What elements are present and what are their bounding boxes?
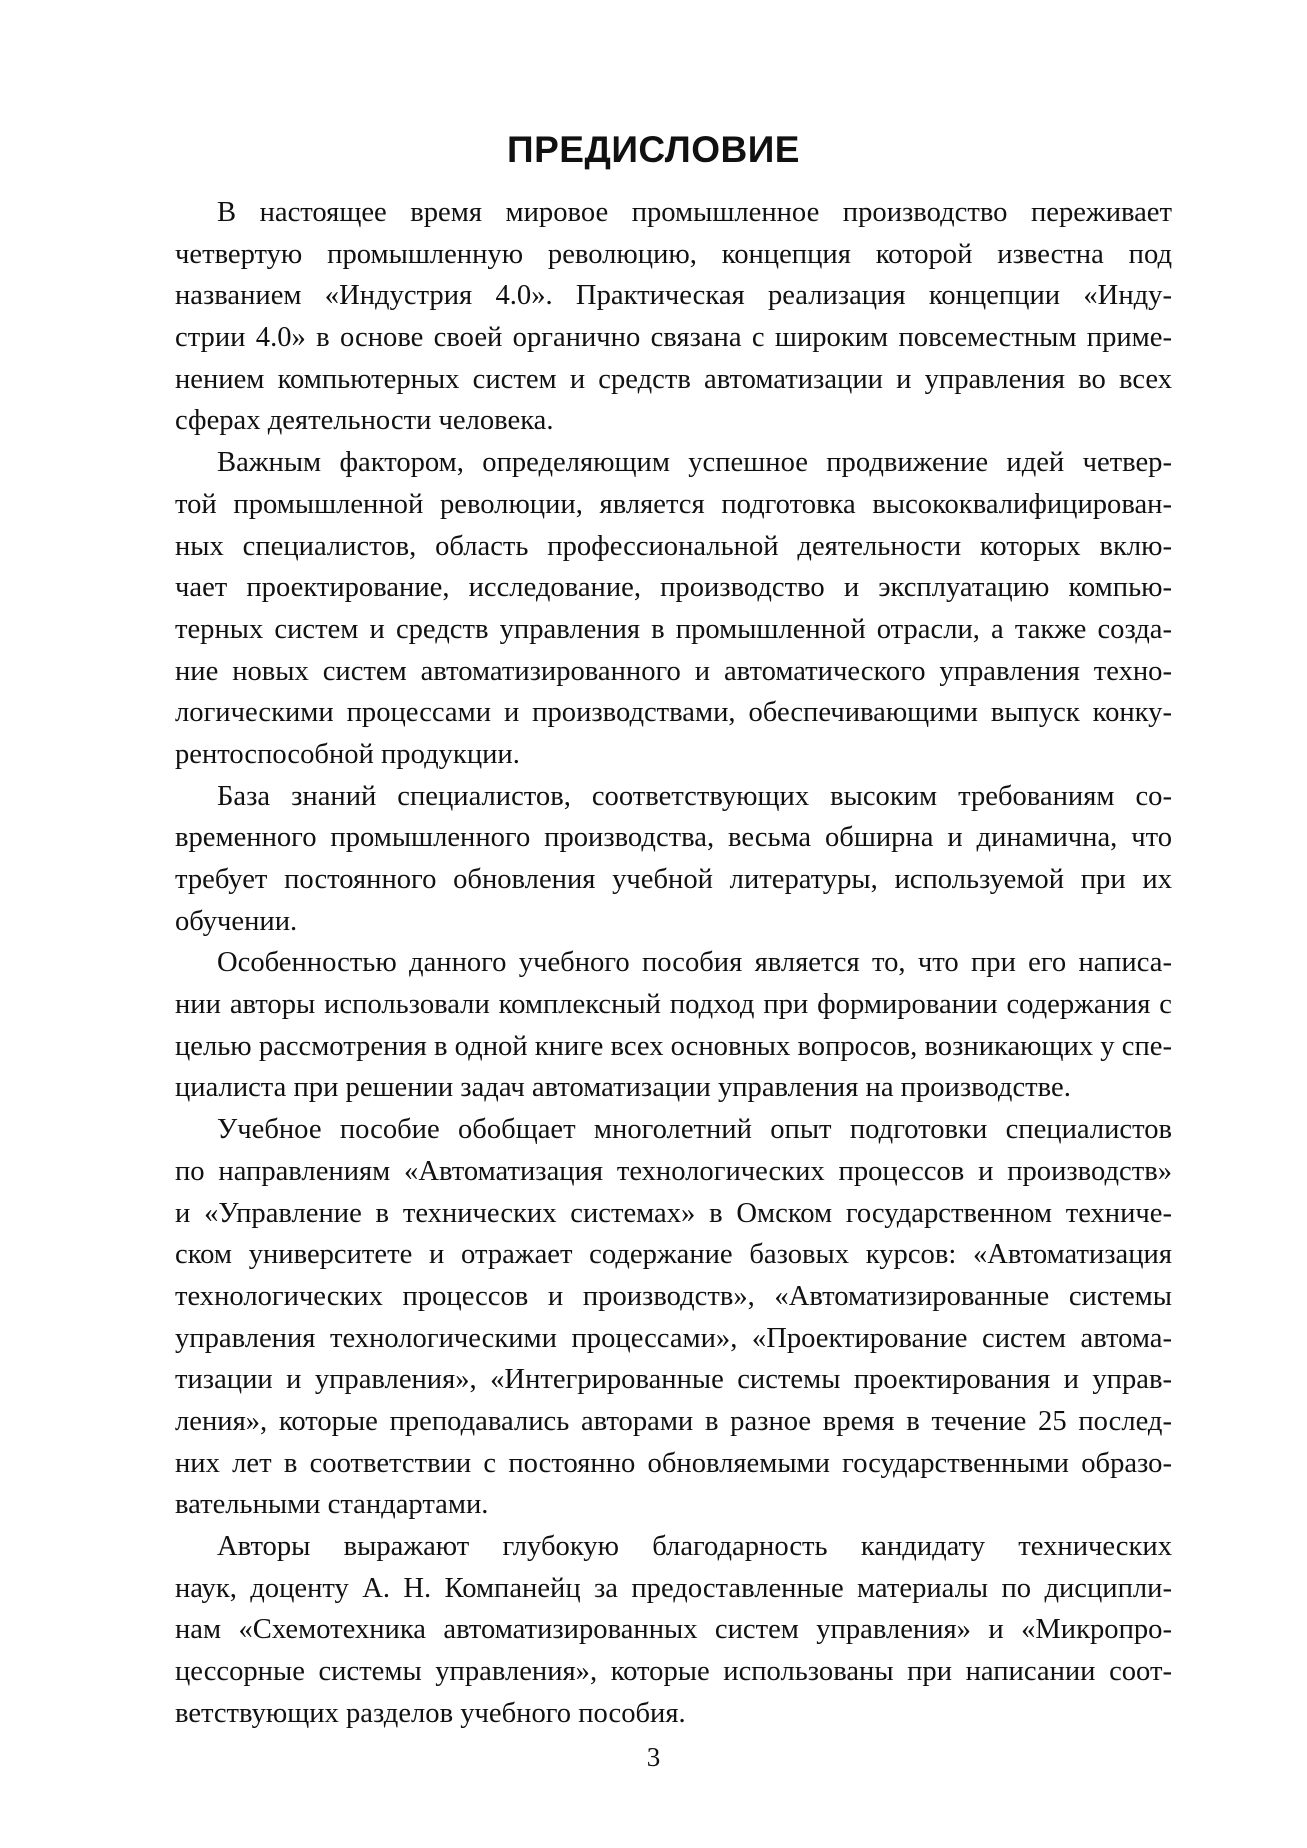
text-line: наук, доценту А. Н. Компанейц за предоставленные материалы по дисципли-	[175, 1572, 1172, 1604]
text-line: требует постоянного обновления учебной литературы, используемой при их	[175, 864, 1172, 895]
paragraph-4	[175, 942, 1172, 1109]
paragraph-6	[175, 1526, 1172, 1734]
paragraph-1	[175, 192, 1172, 442]
text-line: Авторы выражают глубокую благодарность кандидату технических	[217, 1531, 1172, 1562]
paragraph-5	[175, 1109, 1172, 1526]
text-line: логическими процессами и производствами, обеспечивающими выпуск конку-	[175, 697, 1172, 729]
text-line: цессорные системы управления», которые использованы при написании соот-	[175, 1656, 1172, 1688]
text-line: сферах деятельности человека.	[175, 405, 554, 437]
text-line: В настоящее время мировое промышленное производство переживает	[217, 197, 1172, 228]
text-line: Особенностью данного учебного пособия является то, что при его написа-	[217, 947, 1172, 979]
page-title: ПРЕДИСЛОВИЕ	[507, 129, 800, 170]
text-line: База знаний специалистов, соответствующих высоким требованиям со-	[217, 780, 1172, 812]
text-line: них лет в соответствии с постоянно обновляемыми государственными образо-	[175, 1447, 1172, 1479]
text-line: ветствующих разделов учебного пособия.	[175, 1697, 686, 1729]
text-line: нам «Схемотехника автоматизированных систем управления» и «Микропро-	[175, 1614, 1172, 1646]
text-line: той промышленной революции, является подготовка высококвалифицирован-	[175, 488, 1172, 520]
text-line: тизации и управления», «Интегрированные системы проектирования и управ-	[175, 1364, 1172, 1396]
text-line: ления», которые преподавались авторами в разное время в течение 25 послед-	[175, 1405, 1172, 1437]
text-line: рентоспособной продукции.	[175, 738, 520, 770]
text-line: нением компьютерных систем и средств автоматизации и управления во всех	[175, 363, 1172, 395]
text-line: целью рассмотрения в одной книге всех основных вопросов, возникающих у спе-	[175, 1030, 1172, 1062]
text-line: по направлениям «Автоматизация технологических процессов и производств»	[175, 1155, 1172, 1187]
text-line: терных систем и средств управления в промышленной отрасли, а также созда-	[175, 613, 1172, 645]
text-line: названием «Индустрия 4.0». Практическая реализация концепции «Инду-	[175, 280, 1172, 312]
text-line: Учебное пособие обобщает многолетний опыт подготовки специалистов	[217, 1114, 1172, 1146]
text-line: технологических процессов и производств», «Автоматизированные системы	[175, 1280, 1172, 1312]
page-number: 3	[646, 1742, 661, 1772]
text-line: вательными стандартами.	[175, 1489, 489, 1521]
text-line: ных специалистов, область профессиональной деятельности которых вклю-	[175, 530, 1172, 562]
text-line: обучении.	[175, 905, 298, 937]
text-line: ние новых систем автоматизированного и автоматического управления техно-	[175, 655, 1172, 687]
text-line: ском университете и отражает содержание базовых курсов: «Автоматизация	[175, 1239, 1172, 1271]
text-line: управления технологическими процессами», «Проектирование систем автома-	[175, 1322, 1172, 1354]
text-line: нии авторы использовали комплексный подход при формировании содержания с	[175, 989, 1172, 1021]
text-line: чает проектирование, исследование, производство и эксплуатацию компью-	[175, 572, 1172, 604]
text-line: и «Управление в технических системах» в Омском государственном техниче-	[175, 1197, 1172, 1229]
body-text	[175, 192, 1172, 1734]
text-line: стрии 4.0» в основе своей органично связана с широким повсеместным приме-	[175, 322, 1172, 354]
paragraph-3	[175, 776, 1172, 943]
text-line: четвертую промышленную революцию, концепция которой известна под	[175, 238, 1172, 270]
paragraph-2	[175, 442, 1172, 776]
text-line: Важным фактором, определяющим успешное продвижение идей четвер-	[217, 447, 1172, 479]
text-line: временного промышленного производства, весьма обширна и динамична, что	[175, 822, 1172, 854]
text-line: циалиста при решении задач автоматизации управления на производстве.	[175, 1072, 1071, 1104]
